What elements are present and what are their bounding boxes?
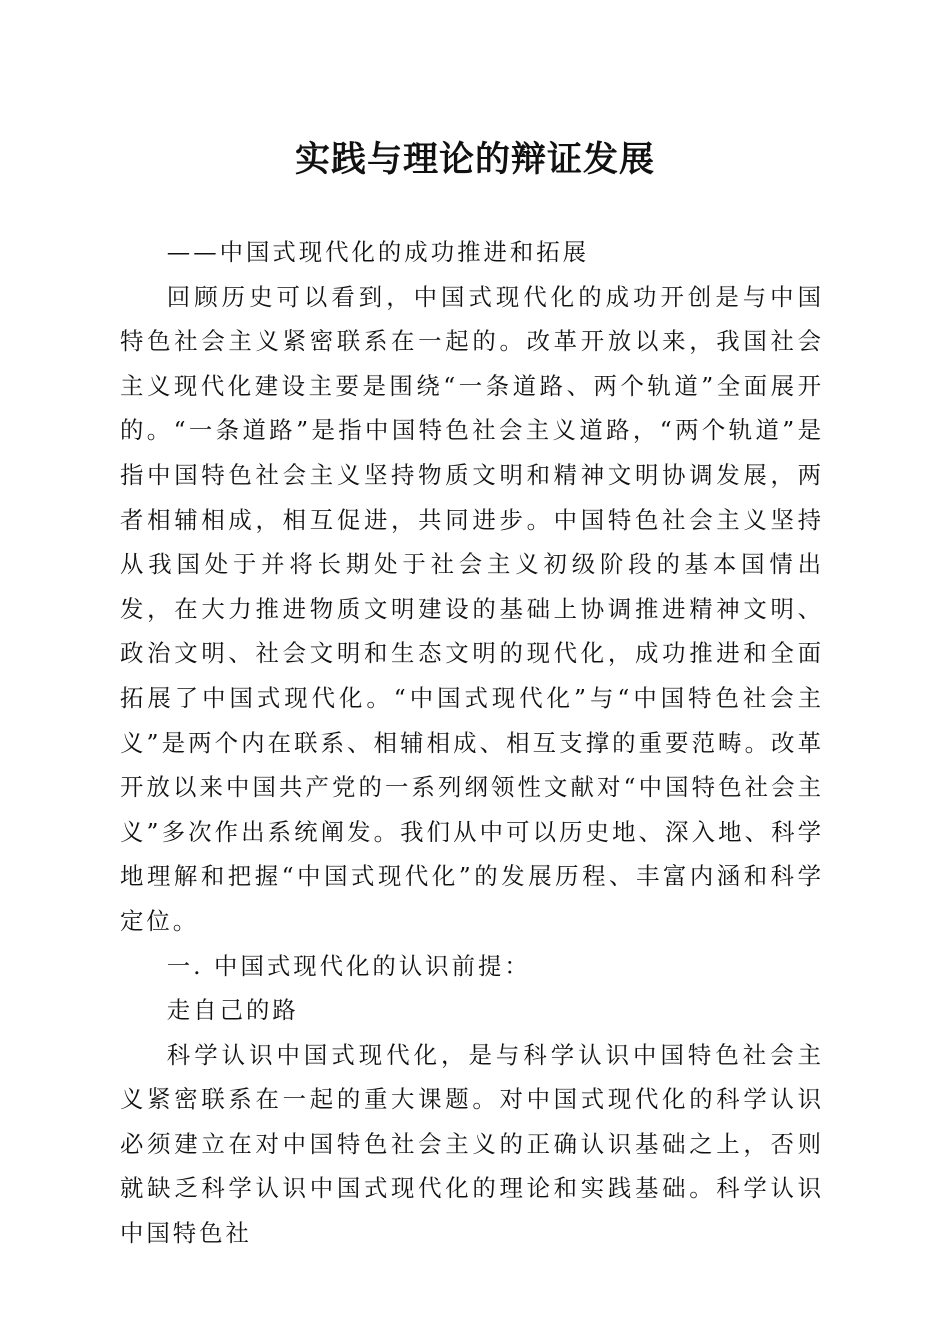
paragraph-intro: 回顾历史可以看到，中国式现代化的成功开创是与中国特色社会主义紧密联系在一起的。改革开放以来，我国社会主义现代化建设主要是围绕“一条道路、两个轨道”全面展开的。“一条道路”是指中国特色社会主义道路，“两个轨道”是指中国特色社会主义坚持物质文明和精神文明协调发展，两者相辅相成，相互促进，共同进步。中国特色社会主义坚持从我国处于并将长期处于社会主义初级阶段的基本国情出发，在大力推进物质文明建设的基础上协调推进精神文明、政治文明、社会文明和生态文明的现代化，成功推进和全面拓展了中国式现代化。“中国式现代化”与“中国特色社会主义”是两个内在联系、相辅相成、相互支撑的重要范畴。改革开放以来中国共产党的一系列纲领性文献对“中国特色社会主义”多次作出系统阐发。我们从中可以历史地、深入地、科学地理解和把握“中国式现代化”的发展历程、丰富内涵和科学定位。 — [120, 282, 824, 935]
document-body — [120, 230, 824, 1256]
document-subtitle: ——中国式现代化的成功推进和拓展 — [166, 238, 590, 266]
section-heading: 一. 中国式现代化的认识前提： — [166, 951, 531, 980]
paragraph-section-one: 科学认识中国式现代化，是与科学认识中国特色社会主义紧密联系在一起的重大课题。对中国式现代化的科学认识必须建立在对中国特色社会主义的正确认识基础之上，否则就缺乏科学认识中国式现代化的理论和实践基础。科学认识中国特色社 — [120, 1040, 824, 1248]
document-title: 实践与理论的辩证发展 — [294, 139, 655, 180]
section-subheading: 走自己的路 — [166, 996, 299, 1025]
